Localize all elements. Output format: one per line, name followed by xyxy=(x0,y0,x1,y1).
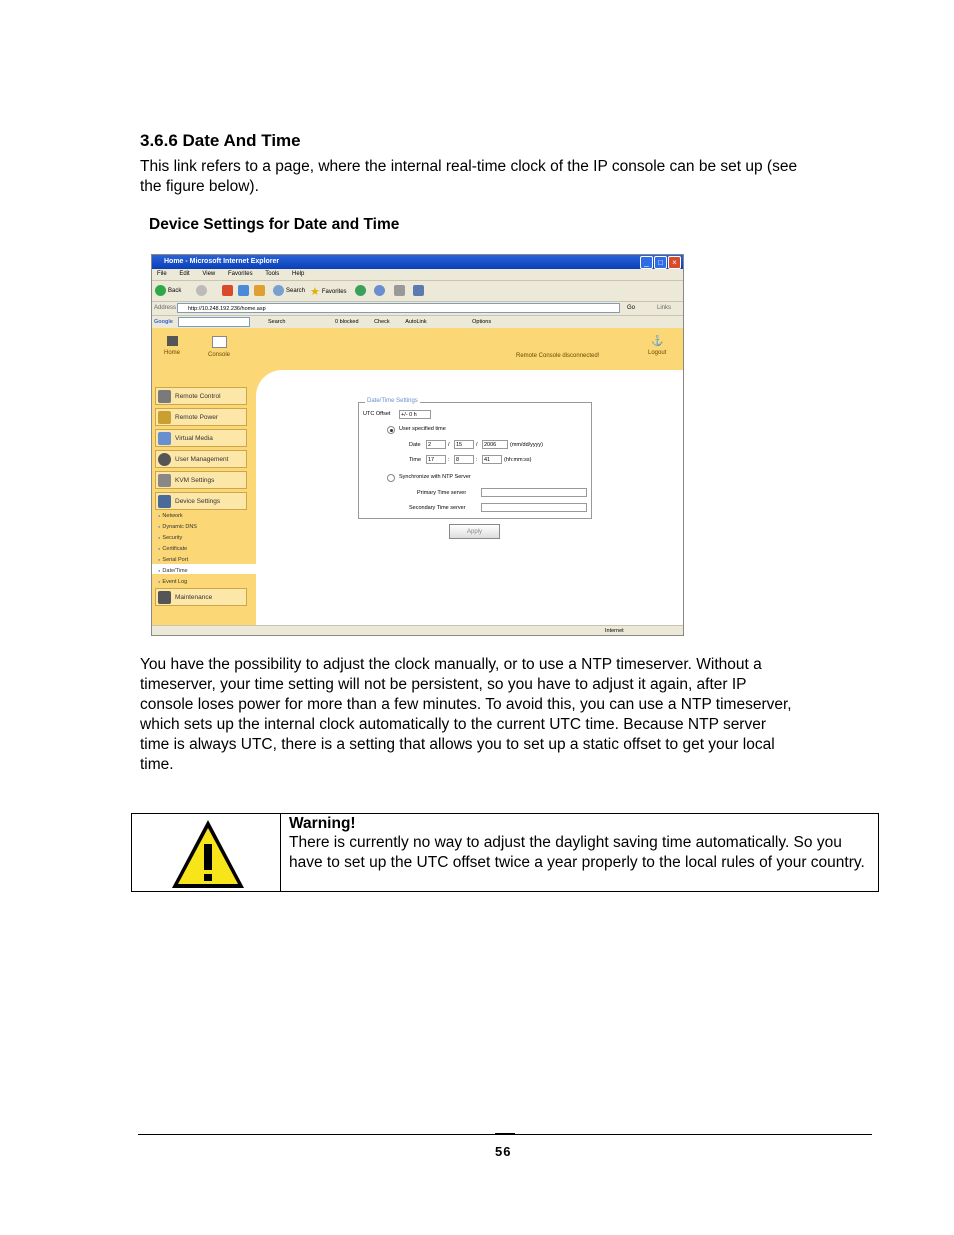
ntp-label: Synchronize with NTP Server xyxy=(399,474,471,480)
edit-icon xyxy=(413,285,424,296)
remote-control-icon xyxy=(158,390,171,403)
body-line-5: time is always UTC, there is a setting that allows you to set up a static offset to get your local xyxy=(140,736,775,753)
warning-title: Warning! xyxy=(289,815,356,832)
section-heading: 3.6.6 Date And Time xyxy=(140,131,301,150)
back-button[interactable]: Back xyxy=(155,285,181,296)
forward-button[interactable] xyxy=(196,285,207,296)
date-format-hint: (mm/dd/yyyy) xyxy=(510,442,543,448)
sub-nav-security[interactable]: ● Security xyxy=(158,535,182,541)
logout-nav[interactable]: ⚓ Logout xyxy=(648,336,667,356)
window-title: Home - Microsoft Internet Explorer xyxy=(164,258,280,265)
autolink[interactable]: AutoLink xyxy=(405,319,427,325)
google-logo[interactable]: Google xyxy=(154,319,173,325)
address-bar xyxy=(152,302,683,316)
user-time-radio[interactable] xyxy=(387,426,395,434)
nav-user-management[interactable]: User Management xyxy=(155,450,247,468)
google-search-input[interactable] xyxy=(178,317,250,327)
secondary-server-label: Secondary Time server xyxy=(409,505,466,511)
primary-server-input[interactable] xyxy=(481,488,587,497)
secondary-server-input[interactable] xyxy=(481,503,587,512)
menu-view[interactable]: View xyxy=(202,271,216,277)
body-line-6: time. xyxy=(140,756,174,773)
time-hour-input[interactable]: 17 xyxy=(426,455,446,464)
mail-button[interactable] xyxy=(374,285,385,296)
web-content xyxy=(152,328,683,625)
media-icon xyxy=(158,432,171,445)
home-nav[interactable]: Home xyxy=(164,336,180,356)
forward-arrow-icon xyxy=(196,285,207,296)
body-line-1: You have the possibility to adjust the clock manually, or to use a NTP timeserver. Without a xyxy=(140,656,762,673)
refresh-icon xyxy=(238,285,249,296)
nav-remote-control[interactable]: Remote Control xyxy=(155,387,247,405)
time-minute-input[interactable]: 8 xyxy=(454,455,474,464)
mail-icon xyxy=(374,285,385,296)
sub-nav-network[interactable]: ● Network xyxy=(158,513,183,519)
history-button[interactable] xyxy=(355,285,366,296)
device-icon xyxy=(158,495,171,508)
sub-nav-dynamic-dns[interactable]: ● Dynamic DNS xyxy=(158,524,197,530)
nav-device-settings[interactable]: Device Settings xyxy=(155,492,247,510)
home-button[interactable] xyxy=(254,285,265,296)
tools-icon xyxy=(158,591,171,604)
sub-nav-event-log[interactable]: ● Event Log xyxy=(158,579,187,585)
address-label: Address xyxy=(154,305,177,311)
primary-server-label: Primary Time server xyxy=(417,490,467,496)
kvm-icon xyxy=(158,474,171,487)
links-label[interactable]: Links xyxy=(657,305,672,311)
sub-nav-certificate[interactable]: ● Certificate xyxy=(158,546,187,552)
time-format-hint: (hh:mm:ss) xyxy=(504,457,532,463)
body-line-2: timeserver, your time setting will not be persistent, so you have to adjust it again, after IP xyxy=(140,676,747,693)
date-year-input[interactable]: 2006 xyxy=(482,440,508,449)
menu-help[interactable]: Help xyxy=(291,271,305,277)
warning-icon xyxy=(170,818,246,890)
window-titlebar xyxy=(152,255,683,269)
menu-edit[interactable]: Edit xyxy=(179,271,190,277)
console-nav[interactable]: Console xyxy=(208,336,230,358)
time-label: Time xyxy=(409,457,422,463)
star-icon: ★ xyxy=(310,286,320,298)
menu-tools[interactable]: Tools xyxy=(265,271,280,277)
console-icon xyxy=(212,336,227,348)
datetime-legend: Date/Time Settings xyxy=(367,398,418,404)
popup-blocked[interactable]: 0 blocked xyxy=(334,319,359,325)
close-icon[interactable]: × xyxy=(668,256,681,269)
google-search-button[interactable]: Search xyxy=(268,319,286,325)
intro-line-1: This link refers to a page, where the internal real-time clock of the IP console can be set up (see xyxy=(140,158,798,175)
nav-maintenance[interactable]: Maintenance xyxy=(155,588,247,606)
nav-remote-power[interactable]: Remote Power xyxy=(155,408,247,426)
user-time-label: User specified time xyxy=(399,426,446,432)
menu-file[interactable]: File xyxy=(157,271,167,277)
sub-nav-date-time[interactable]: ● Date/Time xyxy=(158,568,188,574)
sub-nav-serial-port[interactable]: ● Serial Port xyxy=(158,557,188,563)
apply-button[interactable]: Apply xyxy=(449,524,500,539)
datetime-settings-group: Date/Time Settings UTC Offset +/- 0 h User specified time Date 2 / 15 / 2006 (mm/dd/yyyy) Time 17 : 8 : 41 (hh:mm:ss) Synchronize with NTP Server Primary Time server Secondary Time server xyxy=(358,402,592,519)
search-icon xyxy=(273,285,284,296)
body-line-3: console loses power for more than a few minutes. To avoid this, you can use a NTP timeserver, xyxy=(140,696,792,713)
power-icon xyxy=(158,411,171,424)
ntp-radio[interactable] xyxy=(387,474,395,482)
warning-box xyxy=(131,813,879,892)
warning-text: There is currently no way to adjust the daylight saving time automatically. So you have to set up the UTC offset twice a year properly to the local rules of your country. xyxy=(289,834,865,871)
browser-screenshot xyxy=(151,254,684,636)
print-icon xyxy=(394,285,405,296)
logout-icon: ⚓ xyxy=(650,336,664,347)
status-bar xyxy=(152,625,683,636)
stop-icon xyxy=(222,285,233,296)
console-status: Remote Console disconnected! xyxy=(516,353,600,359)
date-label: Date xyxy=(409,442,421,448)
address-input[interactable]: http://10.248.192.236/home.asp xyxy=(177,303,620,313)
history-icon xyxy=(355,285,366,296)
menu-favorites[interactable]: Favorites xyxy=(227,271,253,277)
figure-caption: Device Settings for Date and Time xyxy=(149,216,400,233)
edit-button[interactable] xyxy=(413,285,424,296)
favorites-button[interactable]: ★ Favorites xyxy=(310,286,347,298)
nav-kvm-settings[interactable]: KVM Settings xyxy=(155,471,247,489)
utc-offset-label: UTC Offset xyxy=(363,411,391,417)
utc-offset-select[interactable]: +/- 0 h xyxy=(399,410,431,419)
time-second-input[interactable]: 41 xyxy=(482,455,502,464)
go-button[interactable]: Go xyxy=(627,305,636,311)
back-arrow-icon xyxy=(155,285,166,296)
search-button[interactable]: Search xyxy=(273,285,305,296)
nav-virtual-media[interactable]: Virtual Media xyxy=(155,429,247,447)
header-band xyxy=(152,328,683,370)
body-line-4: which sets up the internal clock automatically to the current UTC time. Because NTP server xyxy=(140,716,767,733)
users-icon xyxy=(158,453,171,466)
internet-zone: Internet xyxy=(605,628,624,634)
refresh-button[interactable] xyxy=(238,285,249,296)
menu-bar xyxy=(152,269,683,281)
maximize-icon[interactable]: □ xyxy=(654,256,667,269)
intro-line-2: the figure below). xyxy=(140,178,259,195)
spell-check[interactable]: Check xyxy=(374,319,390,325)
date-month-input[interactable]: 2 xyxy=(426,440,446,449)
page-number: 56 xyxy=(495,1144,512,1159)
home-icon xyxy=(254,285,265,296)
home-icon xyxy=(167,336,178,346)
stop-button[interactable] xyxy=(222,285,233,296)
google-options[interactable]: Options xyxy=(472,319,492,325)
browser-toolbar xyxy=(152,281,683,302)
date-day-input[interactable]: 15 xyxy=(454,440,474,449)
minimize-icon[interactable]: _ xyxy=(640,256,653,269)
print-button[interactable] xyxy=(394,285,405,296)
